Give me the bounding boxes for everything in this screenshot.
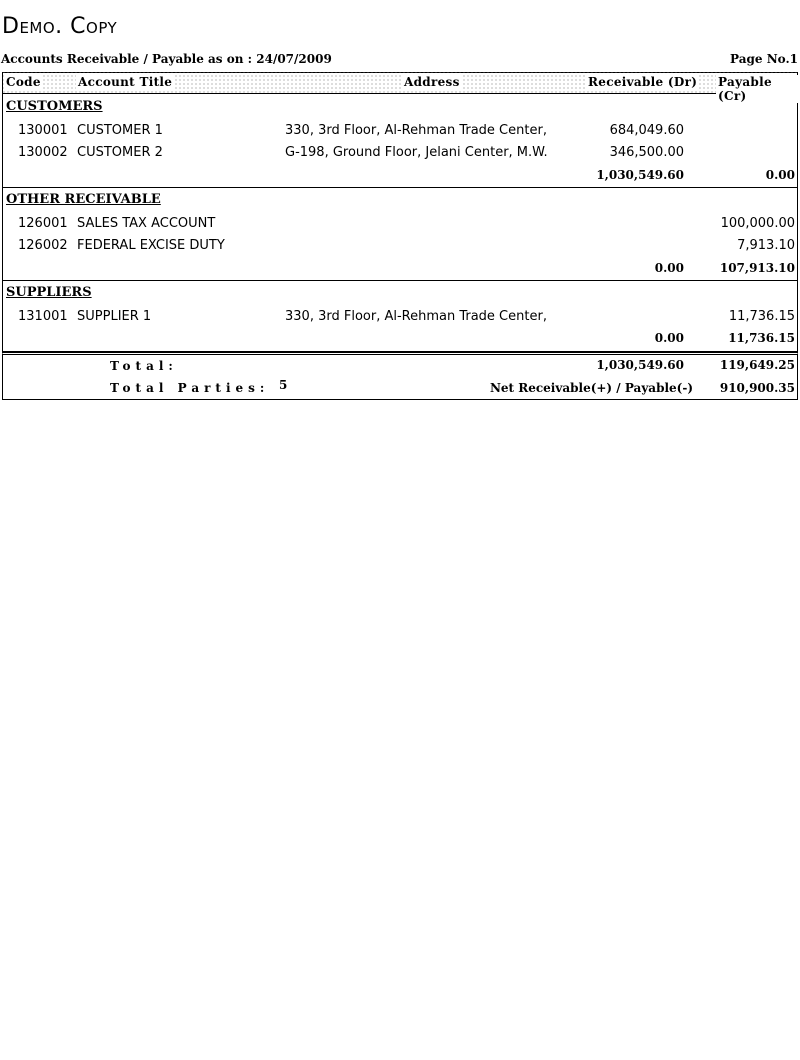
table-row-address: 330, 3rd Floor, Al-Rehman Trade Center, [285,123,547,138]
table-row-code: 130001 [18,123,68,138]
subtotal-payable: 11,736.15 [728,331,795,345]
table-row-title: CUSTOMER 1 [77,123,163,138]
table-row-code: 130002 [18,145,68,160]
page-number: Page No.1 [730,52,798,66]
section-title-other-receivable: OTHER RECEIVABLE [6,192,161,207]
total-receivable: 1,030,549.60 [596,358,684,372]
subtotal-payable: 107,913.10 [719,261,795,275]
subtotal-receivable: 0.00 [654,261,684,275]
section-title-customers: CUSTOMERS [6,99,103,114]
table-row-code: 126001 [18,216,68,231]
subtotal-receivable: 1,030,549.60 [596,168,684,182]
section-divider [2,187,798,188]
total-payable: 119,649.25 [719,358,795,372]
subtotal-receivable: 0.00 [654,331,684,345]
section-divider [2,280,798,281]
header-code: Code [6,75,41,89]
total-label: Total: [110,359,178,373]
table-row-title: SALES TAX ACCOUNT [77,216,216,231]
header-payable: Payable (Cr) [716,75,798,103]
table-row-payable: 7,913.10 [737,238,795,253]
table-row-address: G-198, Ground Floor, Jelani Center, M.W. [285,145,548,160]
table-row-payable: 100,000.00 [720,216,795,231]
table-row-code: 131001 [18,309,68,324]
table-row-receivable: 684,049.60 [609,123,684,138]
table-row-title: FEDERAL EXCISE DUTY [77,238,225,253]
table-row-receivable: 346,500.00 [609,145,684,160]
subtotal-payable: 0.00 [765,168,795,182]
header-account-title: Account Title [78,75,173,89]
table-row-title: SUPPLIER 1 [77,309,152,324]
total-parties-count: 5 [279,378,288,392]
demo-copy-title: Demo. Copy [2,14,118,39]
table-row-address: 330, 3rd Floor, Al-Rehman Trade Center, [285,309,547,324]
table-header [2,72,798,103]
total-parties-label: Total Parties: [110,381,270,395]
table-row-code: 126002 [18,238,68,253]
table-row-payable: 11,736.15 [728,309,795,324]
table-row-title: CUSTOMER 2 [77,145,163,160]
section-title-suppliers: SUPPLIERS [6,285,92,300]
header-receivable: Receivable (Dr) [588,75,698,89]
net-value: 910,900.35 [719,381,795,395]
net-label: Net Receivable(+) / Payable(-) [489,381,693,395]
header-address: Address [404,75,460,89]
report-subtitle: Accounts Receivable / Payable as on : 24/07/2009 [1,52,332,66]
